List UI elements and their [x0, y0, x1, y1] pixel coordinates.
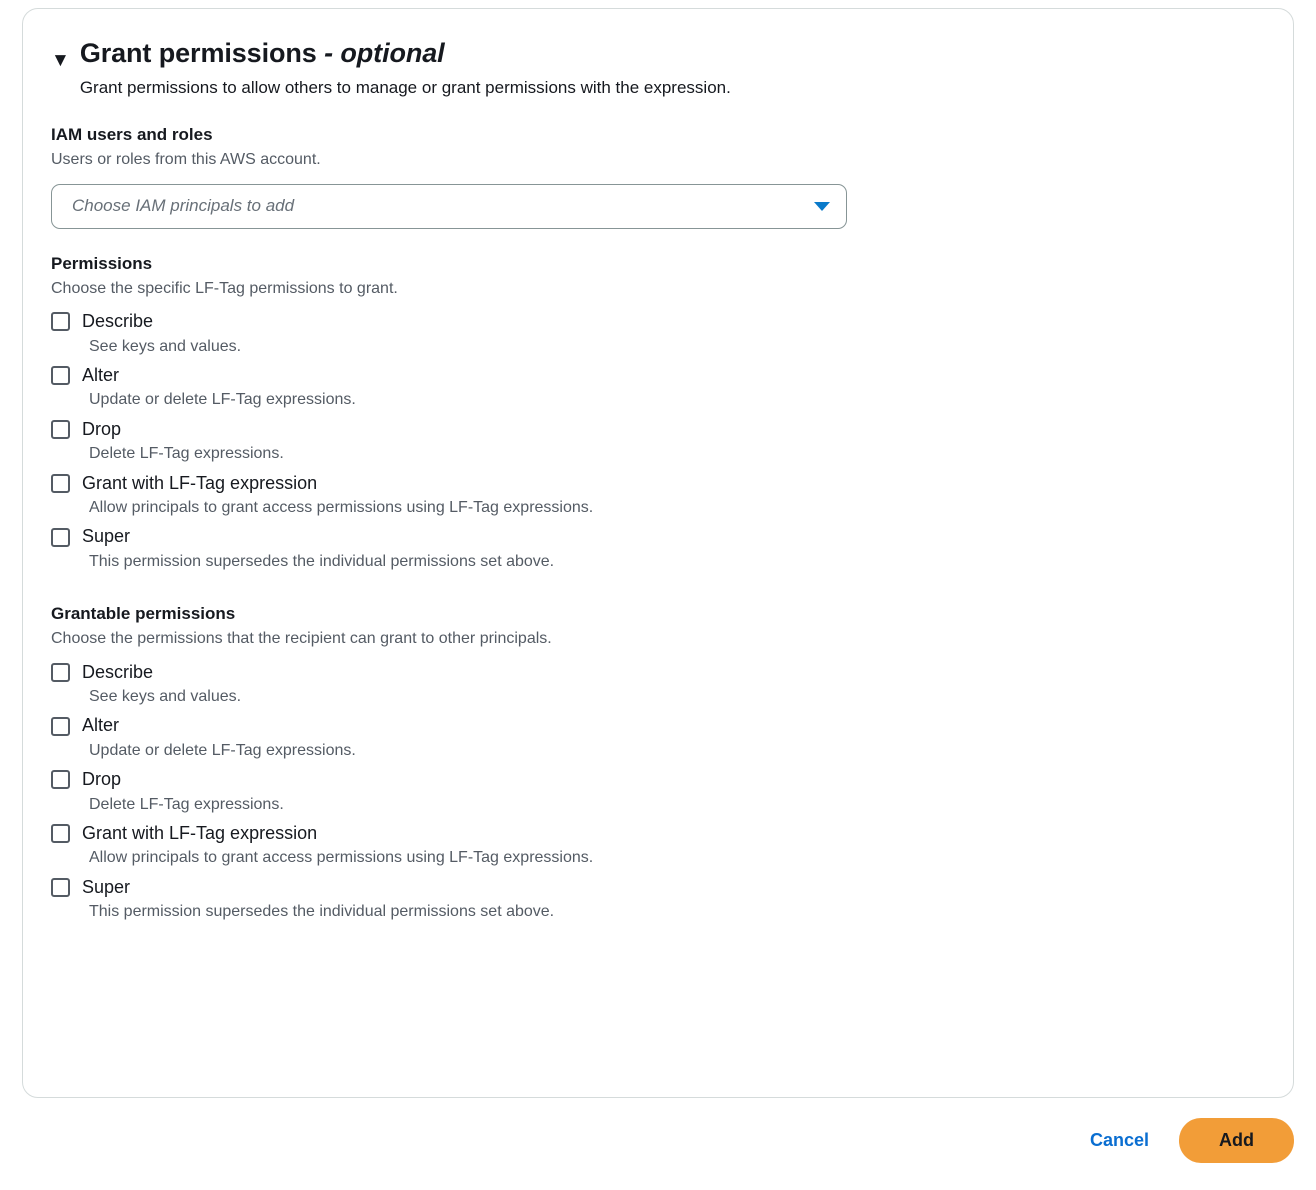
permission-description: Allow principals to grant access permissions using LF-Tag expressions. [89, 498, 594, 516]
grantable-permissions-label: Grantable permissions [51, 604, 236, 624]
iam-label: IAM users and roles [51, 125, 213, 145]
permission-description: Delete LF-Tag expressions. [89, 445, 284, 463]
grantable-permission-description: See keys and values. [89, 687, 242, 705]
grantable-permissions-list [51, 661, 1265, 924]
checkbox-permissions-grant-with-lf-tag-expression[interactable] [51, 474, 70, 493]
iam-principals-placeholder: Choose IAM principals to add [72, 196, 295, 216]
permissions-description: Choose the specific LF-Tag permissions to grant. [51, 279, 398, 297]
permission-label[interactable]: Super [82, 526, 131, 547]
chevron-down-icon [814, 202, 830, 211]
grantable-permission-description: This permission supersedes the individual permissions set above. [89, 903, 555, 921]
grantable-permission-label[interactable]: Grant with LF-Tag expression [82, 822, 318, 843]
permission-row-main [51, 310, 1265, 333]
grantable-permission-label[interactable]: Drop [82, 769, 122, 790]
iam-description: Users or roles from this AWS account. [51, 151, 321, 169]
grantable-permission-row-main [51, 661, 1265, 684]
checkbox-grantable-grant-with-lf-tag-expression[interactable] [51, 824, 70, 843]
grantable-permission-description: Delete LF-Tag expressions. [89, 795, 284, 813]
permission-item [51, 364, 1265, 412]
grantable-permission-label[interactable]: Alter [82, 715, 120, 736]
permissions-list [51, 310, 1265, 573]
checkbox-permissions-drop[interactable] [51, 420, 70, 439]
permission-item [51, 525, 1265, 573]
permission-description: Update or delete LF-Tag expressions. [89, 391, 356, 409]
page-title-optional: - optional [324, 38, 445, 68]
grantable-permission-row-main [51, 822, 1265, 845]
grantable-permission-label[interactable]: Describe [82, 661, 154, 682]
permission-description: See keys and values. [89, 337, 242, 355]
checkbox-permissions-alter[interactable] [51, 366, 70, 385]
checkbox-permissions-super[interactable] [51, 528, 70, 547]
permission-row-main [51, 418, 1265, 441]
grantable-permission-item [51, 768, 1265, 816]
grantable-permission-row-main [51, 876, 1265, 899]
iam-users-and-roles-group [51, 124, 1265, 228]
grantable-permission-item [51, 714, 1265, 762]
grantable-permission-item [51, 876, 1265, 924]
permissions-label: Permissions [51, 253, 153, 273]
grantable-permission-description: Allow principals to grant access permissions using LF-Tag expressions. [89, 849, 594, 867]
grantable-permission-description: Update or delete LF-Tag expressions. [89, 741, 356, 759]
permissions-group [51, 253, 1265, 573]
permission-label[interactable]: Grant with LF-Tag expression [82, 472, 318, 493]
permission-label[interactable]: Describe [82, 311, 154, 332]
grantable-permission-row-main [51, 768, 1265, 791]
grantable-permissions-description: Choose the permissions that the recipient can grant to other principals. [51, 630, 552, 648]
add-button[interactable]: Add [1179, 1118, 1294, 1163]
section-description: Grant permissions to allow others to manage or grant permissions with the expression. [79, 78, 731, 98]
permission-item [51, 472, 1265, 520]
grantable-permission-item [51, 822, 1265, 870]
permission-label[interactable]: Alter [82, 364, 120, 385]
section-header [51, 35, 1265, 100]
caret-down-icon[interactable]: ▼ [51, 50, 70, 71]
checkbox-grantable-describe[interactable] [51, 663, 70, 682]
permission-description: This permission supersedes the individual permissions set above. [89, 552, 555, 570]
permission-item [51, 418, 1265, 466]
grant-permissions-panel [22, 8, 1294, 1098]
page-title [80, 35, 1265, 71]
grantable-permission-label[interactable]: Super [82, 876, 131, 897]
permission-item [51, 310, 1265, 358]
checkbox-grantable-super[interactable] [51, 878, 70, 897]
grantable-permissions-group [51, 603, 1265, 923]
permission-row-main [51, 364, 1265, 387]
cancel-button[interactable]: Cancel [1086, 1122, 1153, 1159]
checkbox-grantable-alter[interactable] [51, 717, 70, 736]
section-header-text [80, 35, 1265, 100]
checkbox-permissions-describe[interactable] [51, 312, 70, 331]
permission-label[interactable]: Drop [82, 418, 122, 439]
permission-row-main [51, 472, 1265, 495]
grantable-permission-row-main [51, 714, 1265, 737]
footer-actions [22, 1118, 1294, 1163]
permission-row-main [51, 525, 1265, 548]
page-title-text: Grant permissions [79, 38, 317, 68]
checkbox-grantable-drop[interactable] [51, 770, 70, 789]
grantable-permission-item [51, 661, 1265, 709]
iam-principals-select[interactable] [51, 184, 847, 229]
